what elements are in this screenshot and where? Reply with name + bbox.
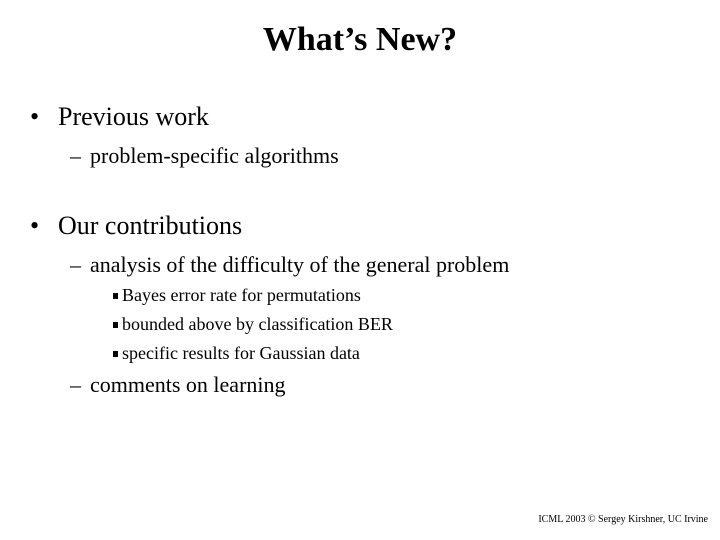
subsubbullet-bayes-error [113,283,361,308]
bullet-previous-work [30,101,209,133]
square-bullet-icon [113,284,122,308]
subsubbullet-bounded-above [113,312,393,337]
bullet-our-contributions [30,210,242,242]
bullet-text: Our contributions [58,211,243,240]
slide-footer: ICML 2003 © Sergey Kirshner, UC Irvine [538,514,708,525]
bullet-text: Previous work [58,102,209,131]
subbullet-problem-specific [70,142,339,170]
subbullet-text: problem-specific algorithms [90,143,339,168]
bullet-icon: • [30,102,40,131]
subsubbullet-text: Bayes error rate for permutations [122,285,361,305]
square-bullet-icon [113,342,122,366]
dash-icon: – [70,372,81,397]
bullet-icon: • [30,211,40,240]
slide-title: What’s New? [262,21,458,58]
subbullet-comments-learning [70,371,286,399]
square-bullet-icon [113,313,122,337]
dash-icon: – [70,252,81,277]
subsubbullet-gaussian [113,341,360,366]
subbullet-text: analysis of the difficulty of the general problem [90,252,510,277]
subsubbullet-text: specific results for Gaussian data [122,343,360,363]
subsubbullet-text: bounded above by classification BER [122,314,393,334]
subbullet-text: comments on learning [90,372,286,397]
dash-icon: – [70,143,81,168]
subbullet-analysis [70,251,509,279]
